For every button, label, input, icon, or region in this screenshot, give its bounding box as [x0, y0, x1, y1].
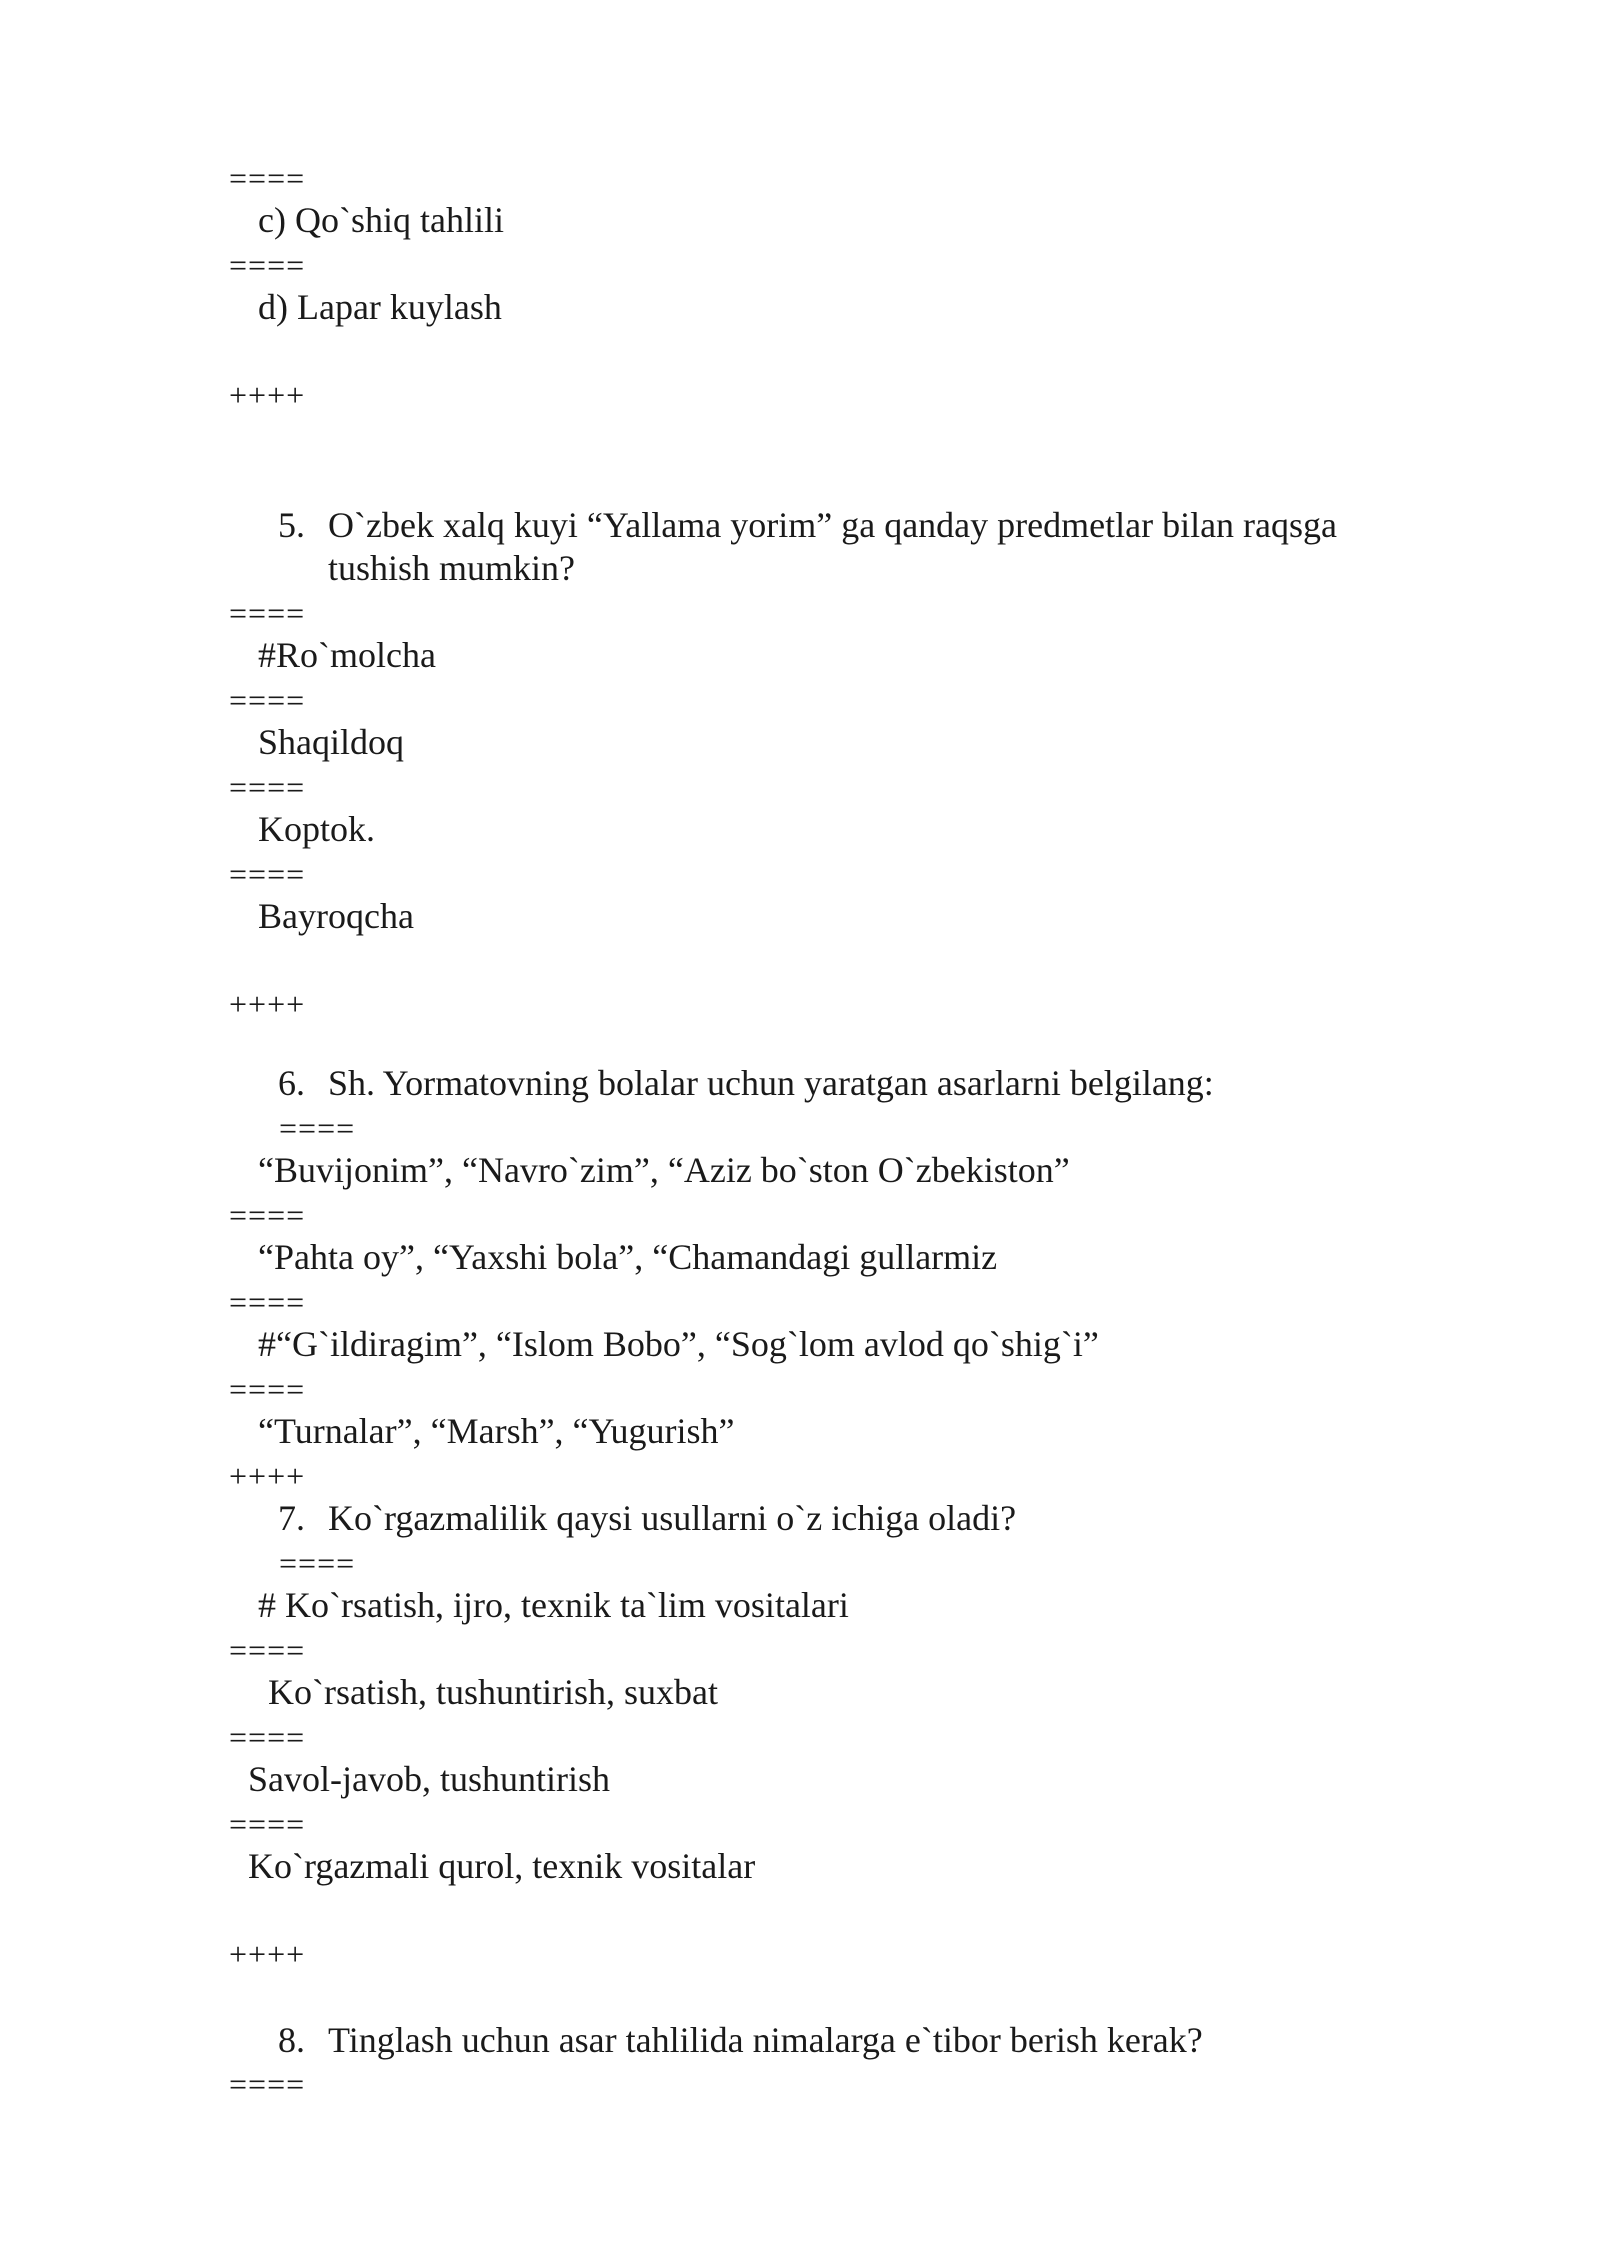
answer-option: “Turnalar”, “Marsh”, “Yugurish”	[258, 1411, 735, 1451]
question-number: 8.	[278, 2020, 305, 2060]
question-text: Ko`rgazmalilik qaysi usullarni o`z ichiga oladi?	[328, 1498, 1017, 1538]
answer-option: Shaqildoq	[258, 722, 405, 762]
answer-option: Savol-javob, tushuntirish	[248, 1759, 610, 1799]
question-end-marker: ++++	[229, 1458, 306, 1494]
separator: ====	[229, 247, 306, 283]
question-8	[278, 2018, 1203, 2062]
question-text-continued: tushish mumkin?	[328, 548, 576, 588]
separator: ====	[229, 160, 306, 196]
question-7	[278, 1496, 1016, 1540]
separator: ====	[229, 1806, 306, 1842]
separator: ====	[229, 595, 306, 631]
answer-option-correct: #Ro`molcha	[258, 635, 436, 675]
question-text: Sh. Yormatovning bolalar uchun yaratgan asarlarni belgilang:	[328, 1063, 1214, 1103]
separator: ====	[229, 1632, 306, 1668]
answer-option: c) Qo`shiq tahlili	[258, 200, 504, 240]
separator: ====	[229, 2066, 306, 2102]
separator: ====	[229, 1371, 306, 1407]
answer-option: Ko`rgazmali qurol, texnik vositalar	[248, 1846, 756, 1886]
answer-option-correct: # Ko`rsatish, ijro, texnik ta`lim vositalari	[258, 1585, 849, 1625]
question-number: 5.	[278, 505, 305, 545]
question-6	[278, 1061, 1214, 1105]
answer-option: “Pahta oy”, “Yaxshi bola”, “Chamandagi gullarmiz	[258, 1237, 998, 1277]
question-5	[278, 503, 1337, 547]
answer-option: Bayroqcha	[258, 896, 414, 936]
separator: ====	[279, 1545, 356, 1581]
question-end-marker: ++++	[229, 377, 306, 413]
answer-option: “Buvijonim”, “Navro`zim”, “Aziz bo`ston O`zbekiston”	[258, 1150, 1070, 1190]
question-text: O`zbek xalq kuyi “Yallama yorim” ga qanday predmetlar bilan raqsga	[328, 505, 1338, 545]
separator: ====	[229, 682, 306, 718]
question-end-marker: ++++	[229, 986, 306, 1022]
question-text: Tinglash uchun asar tahlilida nimalarga e`tibor berish kerak?	[328, 2020, 1203, 2060]
separator: ====	[229, 856, 306, 892]
answer-option: Koptok.	[258, 809, 375, 849]
separator: ====	[229, 769, 306, 805]
question-end-marker: ++++	[229, 1936, 306, 1972]
answer-option-correct: #“G`ildiragim”, “Islom Bobo”, “Sog`lom avlod qo`shig`i”	[258, 1324, 1099, 1364]
question-number: 6.	[278, 1063, 305, 1103]
answer-option: Ko`rsatish, tushuntirish, suxbat	[268, 1672, 718, 1712]
separator: ====	[229, 1197, 306, 1233]
answer-option: d) Lapar kuylash	[258, 287, 502, 327]
separator: ====	[229, 1719, 306, 1755]
separator: ====	[279, 1110, 356, 1146]
question-number: 7.	[278, 1498, 305, 1538]
separator: ====	[229, 1284, 306, 1320]
